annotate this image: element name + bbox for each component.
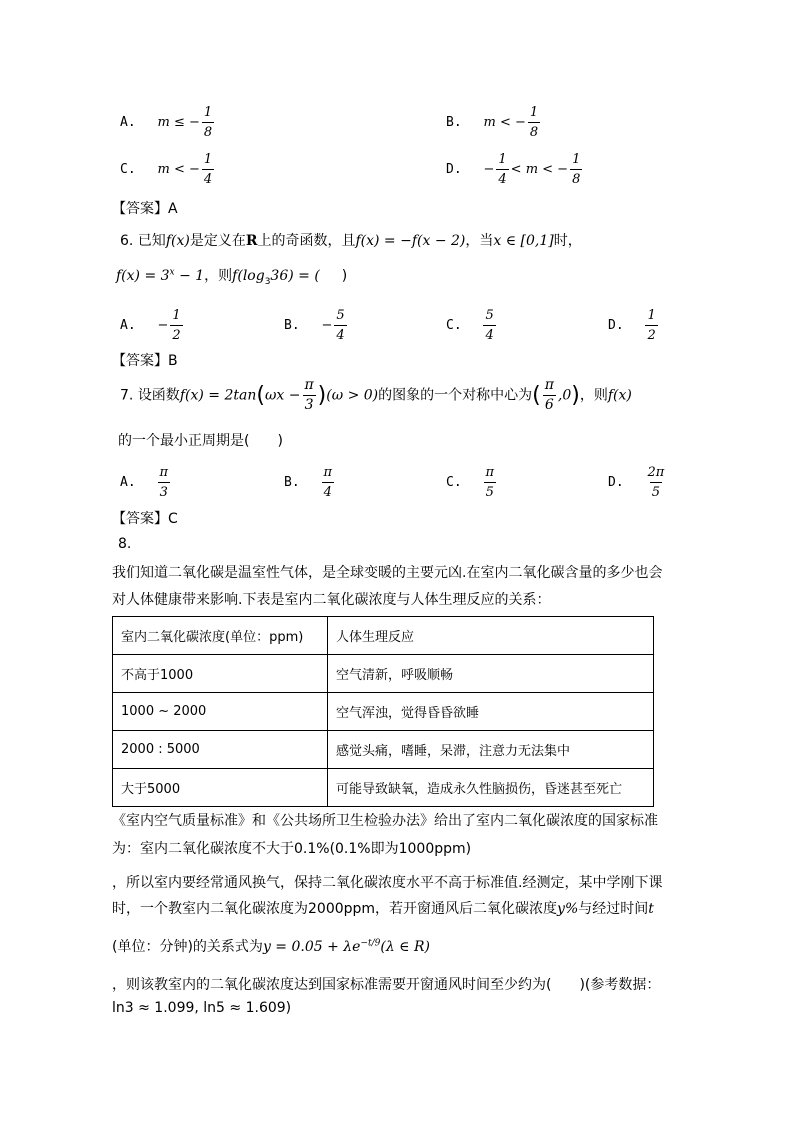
q6-option-c[interactable] bbox=[446, 306, 498, 345]
math: (ω > 0) bbox=[326, 387, 379, 404]
q6-option-a[interactable] bbox=[120, 306, 185, 345]
fraction: $\frac{\pi}{3}$ bbox=[159, 465, 169, 500]
math: R bbox=[245, 233, 258, 249]
option-label: A. bbox=[120, 115, 136, 130]
table-row bbox=[113, 769, 654, 807]
math: ) bbox=[341, 268, 348, 284]
math: ) bbox=[571, 383, 580, 408]
math: y = 0.05 + λe bbox=[262, 939, 361, 955]
table-cell: 空气浑浊，觉得昏昏欲睡 bbox=[328, 693, 654, 731]
q7-stem-line1 bbox=[120, 376, 632, 415]
option-label: D. bbox=[608, 318, 624, 333]
text: 的图象的一个对称中心为 bbox=[378, 387, 533, 404]
q7-option-a[interactable] bbox=[120, 463, 172, 502]
fraction: $\frac{\pi}{6}$ bbox=[544, 377, 554, 413]
math: y% bbox=[557, 901, 579, 917]
fraction: $\frac{1}{8}$ bbox=[572, 152, 581, 187]
fraction: $\frac{1}{8}$ bbox=[203, 105, 213, 140]
math: 36) = ( bbox=[270, 268, 320, 284]
math: ) bbox=[317, 383, 327, 408]
q8-number: 8. bbox=[118, 536, 132, 552]
option-expr: m < − bbox=[157, 162, 200, 177]
option-label: C. bbox=[446, 475, 462, 490]
table-row bbox=[113, 693, 654, 731]
option-expr: − bbox=[321, 318, 333, 333]
fraction: $\frac{5}{4}$ bbox=[485, 308, 494, 343]
text: (单位：分钟)的关系式为 bbox=[112, 939, 263, 955]
q6-stem-line1 bbox=[120, 230, 582, 250]
question-number: 6. bbox=[120, 233, 134, 249]
text: 时， bbox=[553, 233, 582, 249]
fraction: $\frac{5}{4}$ bbox=[336, 308, 345, 343]
text: ，则 bbox=[204, 268, 233, 284]
option-label: B. bbox=[284, 475, 300, 490]
option-expr: m < − bbox=[483, 115, 526, 130]
fraction: $\frac{1}{4}$ bbox=[203, 152, 213, 187]
fraction: $\frac{\pi}{4}$ bbox=[323, 465, 333, 500]
option-label: B. bbox=[284, 318, 300, 333]
math: (λ ∈ R) bbox=[380, 939, 430, 955]
q7-stem-line2: 的一个最小正周期是( ) bbox=[118, 433, 283, 449]
math: f(log bbox=[232, 268, 265, 284]
option-expr: < m < − bbox=[510, 162, 569, 177]
q8-after-3: ，所以室内要经常通风换气，保持二氧化碳浓度水平不高于标准值.经测定，某中学刚下课 bbox=[112, 875, 663, 891]
text: ，当 bbox=[465, 233, 494, 249]
table-cell: 不高于1000 bbox=[113, 655, 328, 693]
table-cell: 大于5000 bbox=[113, 769, 328, 807]
math: 3 bbox=[264, 276, 271, 287]
q6-option-b[interactable] bbox=[284, 306, 349, 345]
option-label: A. bbox=[120, 318, 136, 333]
fraction: $\frac{\pi}{3}$ bbox=[304, 377, 314, 413]
q6-stem-line2 bbox=[116, 265, 347, 287]
q6-option-d[interactable] bbox=[608, 306, 660, 345]
q8-paragraph-1: 我们知道二氧化碳是温室性气体，是全球变暖的主要元凶.在室内二氧化碳含量的多少也会 bbox=[112, 565, 663, 581]
table-row bbox=[113, 731, 654, 769]
math: ,0 bbox=[557, 387, 572, 404]
math: f(x) bbox=[607, 387, 632, 404]
text: 时，一个教室内二氧化碳浓度为2000ppm，若开窗通风后二氧化碳浓度 bbox=[112, 901, 558, 917]
co2-table bbox=[112, 616, 654, 807]
option-expr: − bbox=[157, 318, 169, 333]
q5-option-a[interactable] bbox=[120, 103, 216, 142]
math: ωx − bbox=[264, 387, 301, 404]
option-label: C. bbox=[120, 162, 136, 177]
math: f(x) = −f(x − 2) bbox=[355, 233, 466, 249]
text: 是定义在 bbox=[189, 233, 246, 249]
text: 设函数 bbox=[137, 387, 180, 404]
option-expr: − bbox=[483, 162, 495, 177]
q5-option-c[interactable] bbox=[120, 150, 216, 189]
q7-option-b[interactable] bbox=[284, 463, 336, 502]
table-cell: 空气清新，呼吸顺畅 bbox=[328, 655, 654, 693]
option-label: A. bbox=[120, 475, 136, 490]
q7-answer: 【答案】C bbox=[112, 511, 178, 527]
math: x ∈ [0,1] bbox=[493, 233, 554, 249]
text: 已知 bbox=[137, 233, 166, 249]
fraction: $\frac{1}{8}$ bbox=[529, 105, 539, 140]
question-number: 7. bbox=[120, 387, 134, 404]
fraction: $\frac{1}{2}$ bbox=[647, 308, 656, 343]
math: ( bbox=[256, 383, 265, 408]
fraction: $\frac{2\pi}{5}$ bbox=[647, 465, 665, 500]
q8-after-1: 《室内空气质量标准》和《公共场所卫生检验办法》给出了室内二氧化碳浓度的国家标准 bbox=[112, 813, 658, 829]
text: 与经过时间 bbox=[578, 901, 649, 917]
math: ( bbox=[532, 383, 541, 408]
text: ，则 bbox=[579, 387, 608, 404]
fraction: $\frac{\pi}{5}$ bbox=[485, 465, 495, 500]
q7-option-c[interactable] bbox=[446, 463, 498, 502]
option-label: B. bbox=[446, 115, 462, 130]
table-cell: 1000 ~ 2000 bbox=[113, 693, 328, 731]
table-header-cell: 人体生理反应 bbox=[328, 617, 654, 655]
math: t bbox=[648, 901, 654, 917]
q8-paragraph-2: 对人体健康带来影响.下表是室内二氧化碳浓度与人体生理反应的关系： bbox=[112, 592, 551, 608]
q8-after-4 bbox=[112, 898, 654, 918]
option-label: D. bbox=[608, 475, 624, 490]
math: x bbox=[169, 267, 175, 278]
math: −t/9 bbox=[360, 938, 381, 949]
option-label: C. bbox=[446, 318, 462, 333]
q5-option-b[interactable] bbox=[446, 103, 542, 142]
q7-option-d[interactable] bbox=[608, 463, 668, 502]
q8-after-2: 为：室内二氧化碳浓度不大于0.1%(0.1%即为1000ppm) bbox=[112, 841, 472, 857]
math: f(x) = 3 bbox=[116, 268, 170, 284]
table-cell: 感觉头痛，嗜睡，呆滞，注意力无法集中 bbox=[328, 731, 654, 769]
text: 上的奇函数，且 bbox=[257, 233, 356, 249]
math: f(x) = 2tan bbox=[179, 387, 257, 404]
table-header-row bbox=[113, 617, 654, 655]
q8-after-6: ，则该教室内的二氧化碳浓度达到国家标准需要开窗通风时间至少约为( )(参考数据： bbox=[112, 977, 661, 993]
math: f(x) bbox=[165, 233, 190, 249]
q5-option-d[interactable] bbox=[446, 150, 584, 189]
table-cell: 可能导致缺氧，造成永久性脑损伤，昏迷甚至死亡 bbox=[328, 769, 654, 807]
math: − 1 bbox=[174, 268, 205, 284]
q8-after-7: ln3 ≈ 1.099, ln5 ≈ 1.609) bbox=[112, 1000, 292, 1016]
q5-answer: 【答案】A bbox=[112, 201, 178, 217]
option-label: D. bbox=[446, 162, 462, 177]
fraction: $\frac{1}{2}$ bbox=[172, 308, 181, 343]
option-expr: m ≤ − bbox=[157, 115, 200, 130]
table-cell: 2000 : 5000 bbox=[113, 731, 328, 769]
table-row bbox=[113, 655, 654, 693]
q8-after-5 bbox=[112, 936, 430, 956]
q6-answer: 【答案】B bbox=[112, 353, 178, 369]
fraction: $\frac{1}{4}$ bbox=[498, 152, 507, 187]
table-header-cell: 室内二氧化碳浓度(单位：ppm) bbox=[113, 617, 328, 655]
